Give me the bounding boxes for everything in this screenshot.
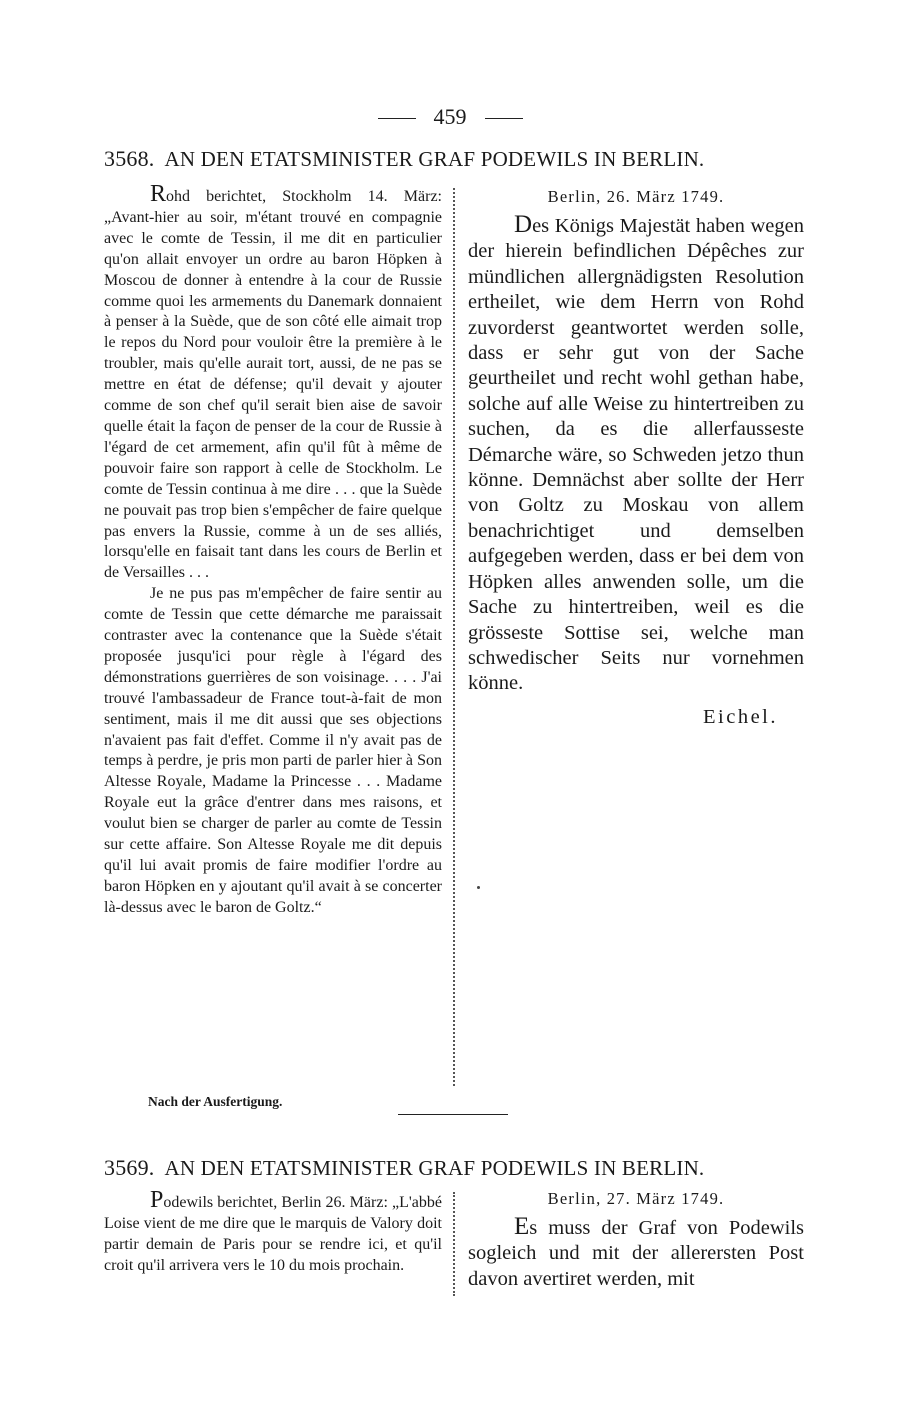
- drop-cap: E: [514, 1213, 530, 1240]
- reply-paragraph-text: es Königs Majestät haben wegen der hierein befindlichen Dépêches zur mündlichen allergnädigsten Resolution ertheilet, wie dem Herrn von Rohd zuvorderst geantwortet werden solle, dass er sehr gut von der Sache geurtheilet und recht wohl gethan habe, solche auf alle Weise zu hintertreiben zu suchen, da es die allerfausseste Démarche wäre, so Schweden jetzo thun könne. Demnächst aber sollte der Herr von Goltz zu Moskau von allem benachrichtiget und demselben aufgegeben werden, dass er bei dem von Höpken alles anwenden solle, um die Sache zu hintertreiben, weil es die grösseste Sottise sei, welche man schwedischer Seits nur vornehmen könne.: [468, 215, 804, 695]
- letter-3569-heading: [104, 1155, 804, 1181]
- letter-3569-report-column: [104, 1187, 442, 1277]
- letter-number: 3568.: [104, 146, 155, 171]
- report-paragraph-1-text: ohd berichtet, Stockholm 14. März: „Avant-hier au soir, m'étant trouvé en compagnie avec le comte de Tessin, il me dit en particulier qu'on allait envoyer un ordre au baron Höpken à Moscou de donner à entendre à la cour de Russie comme quoi les armements du Danemark donnaient à penser à la Suède, que de son côté elle aimait trop le repos du Nord pour vouloir être la première à le troubler, mais qu'elle aurait tort, aussi, de ne pas se mettre en état de défense; qu'il devait y ajouter comme de son chef qu'il serait bien aise de savoir quelle était la façon de penser de la cour de Russie à l'égard de cet armement, afin qu'il fût à même de pouvoir faire son rapport à celle de Stockholm. Le comte de Tessin continua à me dire . . . que la Suède ne pouvait pas trop bien s'empêcher de faire quelque pas envers la Russie, comme à un de ses alliés, lorsqu'elle en faisait tant dans les cours de Berlin et de Versailles . . .: [104, 188, 442, 582]
- column-divider: [453, 1192, 455, 1296]
- column-divider: [453, 188, 455, 1086]
- reply-paragraph: [468, 212, 804, 697]
- dateline: Berlin, 26. März 1749.: [547, 187, 725, 206]
- letter-3568-report-column: [104, 181, 442, 919]
- drop-cap: R: [150, 181, 167, 207]
- letter-3568-heading: [104, 146, 804, 172]
- drop-cap: D: [514, 211, 533, 238]
- letter-3568-reply-column: [468, 186, 804, 730]
- report-paragraph-1-text: odewils berichtet, Berlin 26. März: „L'abbé Loise vient de me dire que le marquis de Valory doit partir demain de Paris pour se rendre ici, et qu'il croit qu'il arrivera vers le 10 du mois prochain.: [104, 1194, 442, 1274]
- report-paragraph-2: Je ne pus pas m'empêcher de faire sentir au comte de Tessin que cette démarche me paraissait contraster avec la contenance que la Suède s'était proposée jusqu'ici pour règle à l'égard des démonstrations guerrières de son voisinage. . . . J'ai trouvé l'ambassadeur de France tout-à-fait de mon sentiment, mais il me dit aussi que ses objections n'avaient pas fait d'effet. Comme il n'y avait pas de temps à perdre, je pris mon parti de parler hier à Son Altesse Royale, Madame la Princesse . . . Madame Royale eut la grâce d'entrer dans mes raisons, et voulut bien se charger de parler au comte de Tessin sur cette affaire. Son Altesse Royale me dit depuis qu'il lui avait promis de faire modifier l'ordre au baron Höpken en y ajoutant qu'il avait à se concerter là-dessus avec le baron de Goltz.“: [104, 585, 442, 916]
- drop-cap: P: [150, 1187, 164, 1213]
- report-paragraph-1: [104, 1187, 442, 1277]
- page-number-value: 459: [433, 104, 467, 129]
- reply-paragraph-text: s muss der Graf von Podewils sogleich und mit der allerersten Post davon avertiret werden, mit: [468, 1217, 804, 1290]
- reply-paragraph: [468, 1214, 804, 1292]
- source-note: Nach der Ausfertigung.: [148, 1094, 283, 1109]
- page-number-dash-left: [378, 118, 416, 119]
- dateline: Berlin, 27. März 1749.: [547, 1189, 725, 1208]
- page-number-dash-right: [485, 118, 523, 119]
- section-rule: [398, 1114, 508, 1115]
- letter-number: 3569.: [104, 1155, 155, 1180]
- page-number: [0, 104, 900, 130]
- letter-heading-text: AN DEN ETATSMINISTER GRAF PODEWILS IN BERLIN.: [164, 147, 705, 171]
- letter-3569-reply-column: [468, 1188, 804, 1292]
- letter-heading-text: AN DEN ETATSMINISTER GRAF PODEWILS IN BERLIN.: [164, 1156, 705, 1180]
- stray-dot: [477, 886, 480, 889]
- signature: Eichel.: [703, 705, 778, 728]
- report-paragraph-1: [104, 181, 442, 584]
